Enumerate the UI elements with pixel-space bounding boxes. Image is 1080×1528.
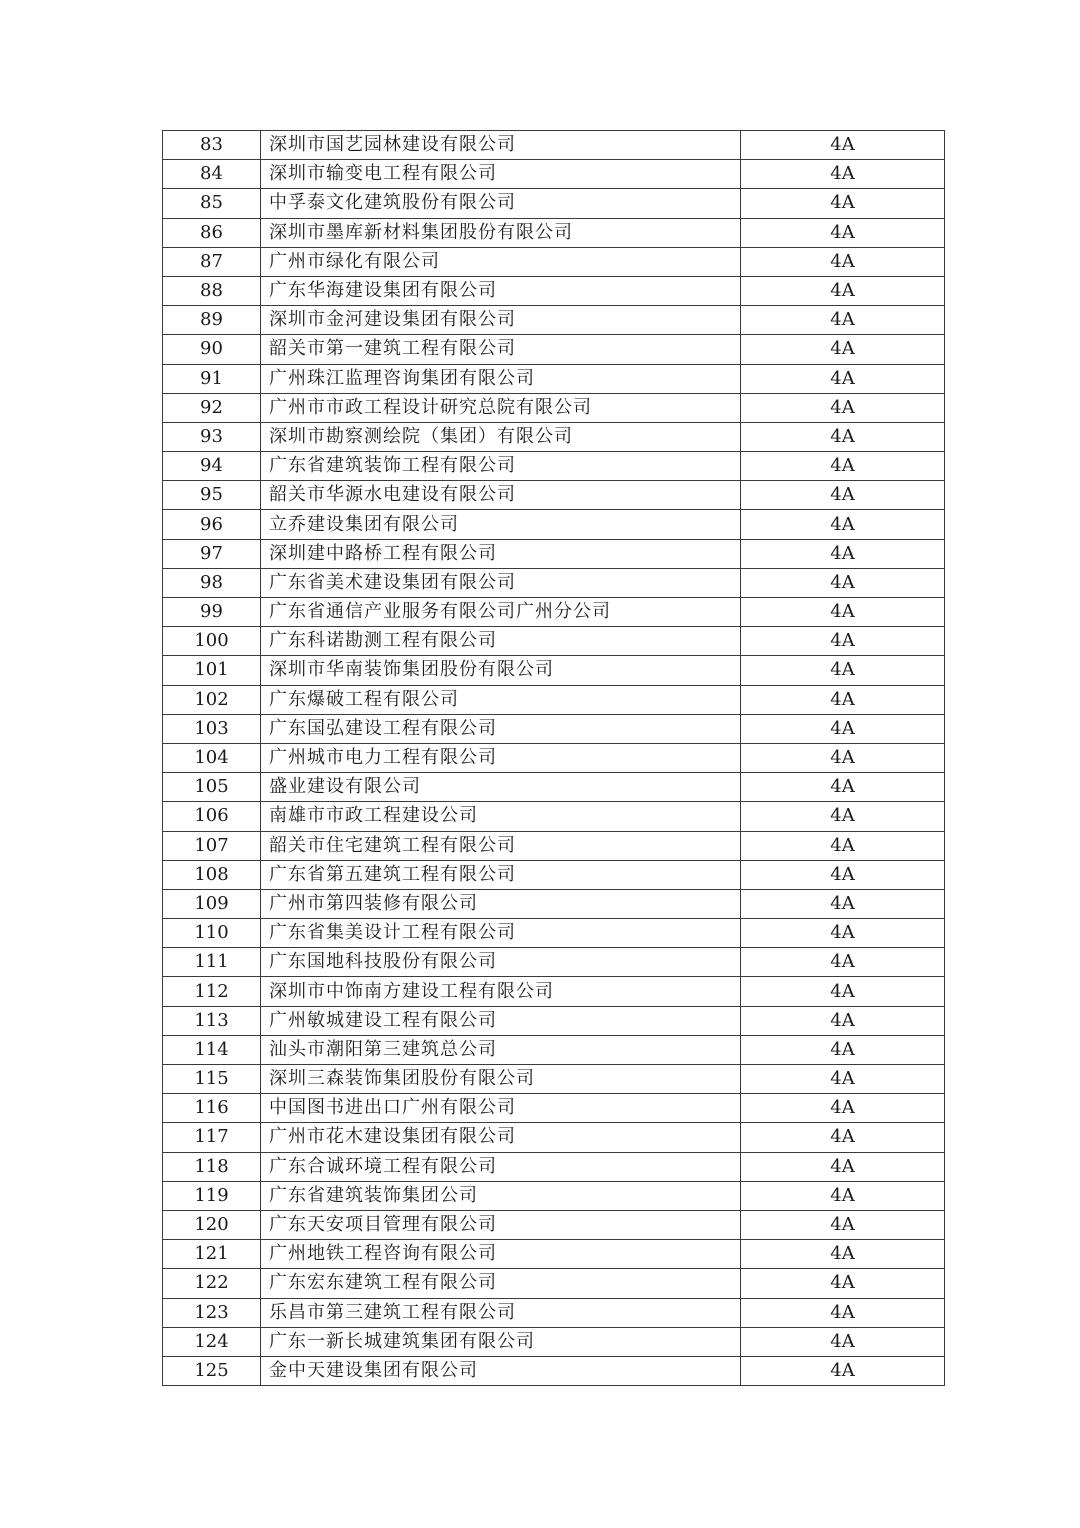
company-name: 金中天建设集团有限公司 <box>261 1356 741 1385</box>
company-name: 广东省通信产业服务有限公司广州分公司 <box>261 598 741 627</box>
credit-grade: 4A <box>741 1298 945 1327</box>
table-row <box>163 743 945 772</box>
row-number: 98 <box>163 568 261 597</box>
credit-grade: 4A <box>741 568 945 597</box>
company-name: 中国图书进出口广州有限公司 <box>261 1094 741 1123</box>
row-number: 103 <box>163 714 261 743</box>
credit-grade: 4A <box>741 247 945 276</box>
credit-grade: 4A <box>741 1035 945 1064</box>
company-name: 深圳市勘察测绘院（集团）有限公司 <box>261 422 741 451</box>
row-number: 114 <box>163 1035 261 1064</box>
row-number: 92 <box>163 393 261 422</box>
credit-grade: 4A <box>741 364 945 393</box>
table-row <box>163 1356 945 1385</box>
row-number: 111 <box>163 948 261 977</box>
credit-grade: 4A <box>741 335 945 364</box>
table-row <box>163 247 945 276</box>
company-name: 广州城市电力工程有限公司 <box>261 743 741 772</box>
company-name: 盛业建设有限公司 <box>261 773 741 802</box>
company-name: 深圳建中路桥工程有限公司 <box>261 539 741 568</box>
table-row <box>163 1240 945 1269</box>
table-row <box>163 860 945 889</box>
row-number: 124 <box>163 1327 261 1356</box>
row-number: 94 <box>163 452 261 481</box>
row-number: 120 <box>163 1210 261 1239</box>
row-number: 90 <box>163 335 261 364</box>
row-number: 83 <box>163 131 261 160</box>
row-number: 121 <box>163 1240 261 1269</box>
credit-grade: 4A <box>741 948 945 977</box>
table-row <box>163 1094 945 1123</box>
credit-grade: 4A <box>741 131 945 160</box>
table-row <box>163 160 945 189</box>
row-number: 96 <box>163 510 261 539</box>
table-row <box>163 919 945 948</box>
company-name: 广东省美术建设集团有限公司 <box>261 568 741 597</box>
credit-grade: 4A <box>741 1356 945 1385</box>
table-row <box>163 1006 945 1035</box>
company-name: 广州珠江监理咨询集团有限公司 <box>261 364 741 393</box>
company-name: 汕头市潮阳第三建筑总公司 <box>261 1035 741 1064</box>
credit-grade: 4A <box>741 393 945 422</box>
row-number: 86 <box>163 218 261 247</box>
table-row <box>163 598 945 627</box>
row-number: 88 <box>163 276 261 305</box>
row-number: 106 <box>163 802 261 831</box>
table-row <box>163 685 945 714</box>
credit-grade: 4A <box>741 627 945 656</box>
company-grade-table-container <box>162 130 944 1386</box>
table-row <box>163 1152 945 1181</box>
company-name: 广东天安项目管理有限公司 <box>261 1210 741 1239</box>
company-name: 广东合诚环境工程有限公司 <box>261 1152 741 1181</box>
row-number: 95 <box>163 481 261 510</box>
credit-grade: 4A <box>741 1094 945 1123</box>
table-row <box>163 510 945 539</box>
credit-grade: 4A <box>741 1240 945 1269</box>
table-row <box>163 948 945 977</box>
row-number: 93 <box>163 422 261 451</box>
credit-grade: 4A <box>741 218 945 247</box>
credit-grade: 4A <box>741 306 945 335</box>
table-row <box>163 131 945 160</box>
company-name: 广州敏城建设工程有限公司 <box>261 1006 741 1035</box>
company-name: 广州市绿化有限公司 <box>261 247 741 276</box>
credit-grade: 4A <box>741 539 945 568</box>
row-number: 101 <box>163 656 261 685</box>
credit-grade: 4A <box>741 1327 945 1356</box>
table-row <box>163 218 945 247</box>
credit-grade: 4A <box>741 481 945 510</box>
credit-grade: 4A <box>741 685 945 714</box>
row-number: 84 <box>163 160 261 189</box>
credit-grade: 4A <box>741 1181 945 1210</box>
table-row <box>163 452 945 481</box>
row-number: 97 <box>163 539 261 568</box>
table-row <box>163 364 945 393</box>
row-number: 119 <box>163 1181 261 1210</box>
company-name: 深圳市国艺园林建设有限公司 <box>261 131 741 160</box>
table-row <box>163 977 945 1006</box>
company-name: 深圳三森装饰集团股份有限公司 <box>261 1065 741 1094</box>
table-body <box>163 131 945 1386</box>
credit-grade: 4A <box>741 1123 945 1152</box>
credit-grade: 4A <box>741 1152 945 1181</box>
table-row <box>163 393 945 422</box>
table-row <box>163 1210 945 1239</box>
credit-grade: 4A <box>741 860 945 889</box>
table-row <box>163 802 945 831</box>
credit-grade: 4A <box>741 1065 945 1094</box>
credit-grade: 4A <box>741 1269 945 1298</box>
row-number: 110 <box>163 919 261 948</box>
table-row <box>163 656 945 685</box>
table-row <box>163 1269 945 1298</box>
credit-grade: 4A <box>741 276 945 305</box>
credit-grade: 4A <box>741 598 945 627</box>
table-row <box>163 1298 945 1327</box>
company-name: 广州市第四装修有限公司 <box>261 889 741 918</box>
company-name: 广州地铁工程咨询有限公司 <box>261 1240 741 1269</box>
credit-grade: 4A <box>741 422 945 451</box>
company-name: 深圳市中饰南方建设工程有限公司 <box>261 977 741 1006</box>
company-name: 广州市花木建设集团有限公司 <box>261 1123 741 1152</box>
company-name: 广东省建筑装饰集团公司 <box>261 1181 741 1210</box>
credit-grade: 4A <box>741 160 945 189</box>
company-name: 广东一新长城建筑集团有限公司 <box>261 1327 741 1356</box>
row-number: 87 <box>163 247 261 276</box>
credit-grade: 4A <box>741 189 945 218</box>
company-name: 韶关市第一建筑工程有限公司 <box>261 335 741 364</box>
row-number: 118 <box>163 1152 261 1181</box>
row-number: 123 <box>163 1298 261 1327</box>
company-name: 立乔建设集团有限公司 <box>261 510 741 539</box>
row-number: 104 <box>163 743 261 772</box>
company-name: 广东爆破工程有限公司 <box>261 685 741 714</box>
row-number: 117 <box>163 1123 261 1152</box>
company-name: 深圳市华南装饰集团股份有限公司 <box>261 656 741 685</box>
company-name: 深圳市墨库新材料集团股份有限公司 <box>261 218 741 247</box>
company-name: 广东华海建设集团有限公司 <box>261 276 741 305</box>
table-row <box>163 831 945 860</box>
table-row <box>163 1035 945 1064</box>
company-name: 广东国弘建设工程有限公司 <box>261 714 741 743</box>
row-number: 108 <box>163 860 261 889</box>
table-row <box>163 627 945 656</box>
credit-grade: 4A <box>741 510 945 539</box>
credit-grade: 4A <box>741 452 945 481</box>
company-name: 广东省建筑装饰工程有限公司 <box>261 452 741 481</box>
credit-grade: 4A <box>741 1210 945 1239</box>
table-row <box>163 189 945 218</box>
company-name: 韶关市住宅建筑工程有限公司 <box>261 831 741 860</box>
credit-grade: 4A <box>741 831 945 860</box>
company-name: 广东宏东建筑工程有限公司 <box>261 1269 741 1298</box>
row-number: 116 <box>163 1094 261 1123</box>
row-number: 91 <box>163 364 261 393</box>
credit-grade: 4A <box>741 889 945 918</box>
table-row <box>163 1123 945 1152</box>
table-row <box>163 335 945 364</box>
credit-grade: 4A <box>741 656 945 685</box>
table-row <box>163 481 945 510</box>
row-number: 122 <box>163 1269 261 1298</box>
table-row <box>163 889 945 918</box>
credit-grade: 4A <box>741 714 945 743</box>
row-number: 115 <box>163 1065 261 1094</box>
company-name: 深圳市输变电工程有限公司 <box>261 160 741 189</box>
company-name: 广东省集美设计工程有限公司 <box>261 919 741 948</box>
credit-grade: 4A <box>741 919 945 948</box>
row-number: 125 <box>163 1356 261 1385</box>
company-name: 深圳市金河建设集团有限公司 <box>261 306 741 335</box>
table-row <box>163 1181 945 1210</box>
company-name: 乐昌市第三建筑工程有限公司 <box>261 1298 741 1327</box>
row-number: 112 <box>163 977 261 1006</box>
credit-grade: 4A <box>741 743 945 772</box>
table-row <box>163 568 945 597</box>
table-row <box>163 1065 945 1094</box>
company-grade-table <box>162 130 945 1386</box>
table-row <box>163 306 945 335</box>
row-number: 100 <box>163 627 261 656</box>
row-number: 102 <box>163 685 261 714</box>
company-name: 广东省第五建筑工程有限公司 <box>261 860 741 889</box>
row-number: 99 <box>163 598 261 627</box>
row-number: 105 <box>163 773 261 802</box>
company-name: 广东国地科技股份有限公司 <box>261 948 741 977</box>
company-name: 韶关市华源水电建设有限公司 <box>261 481 741 510</box>
credit-grade: 4A <box>741 977 945 1006</box>
credit-grade: 4A <box>741 773 945 802</box>
company-name: 中孚泰文化建筑股份有限公司 <box>261 189 741 218</box>
company-name: 广东科诺勘测工程有限公司 <box>261 627 741 656</box>
table-row <box>163 539 945 568</box>
table-row <box>163 276 945 305</box>
credit-grade: 4A <box>741 802 945 831</box>
company-name: 南雄市市政工程建设公司 <box>261 802 741 831</box>
table-row <box>163 714 945 743</box>
credit-grade: 4A <box>741 1006 945 1035</box>
row-number: 85 <box>163 189 261 218</box>
company-name: 广州市市政工程设计研究总院有限公司 <box>261 393 741 422</box>
table-row <box>163 422 945 451</box>
row-number: 109 <box>163 889 261 918</box>
row-number: 107 <box>163 831 261 860</box>
table-row <box>163 1327 945 1356</box>
row-number: 113 <box>163 1006 261 1035</box>
table-row <box>163 773 945 802</box>
row-number: 89 <box>163 306 261 335</box>
